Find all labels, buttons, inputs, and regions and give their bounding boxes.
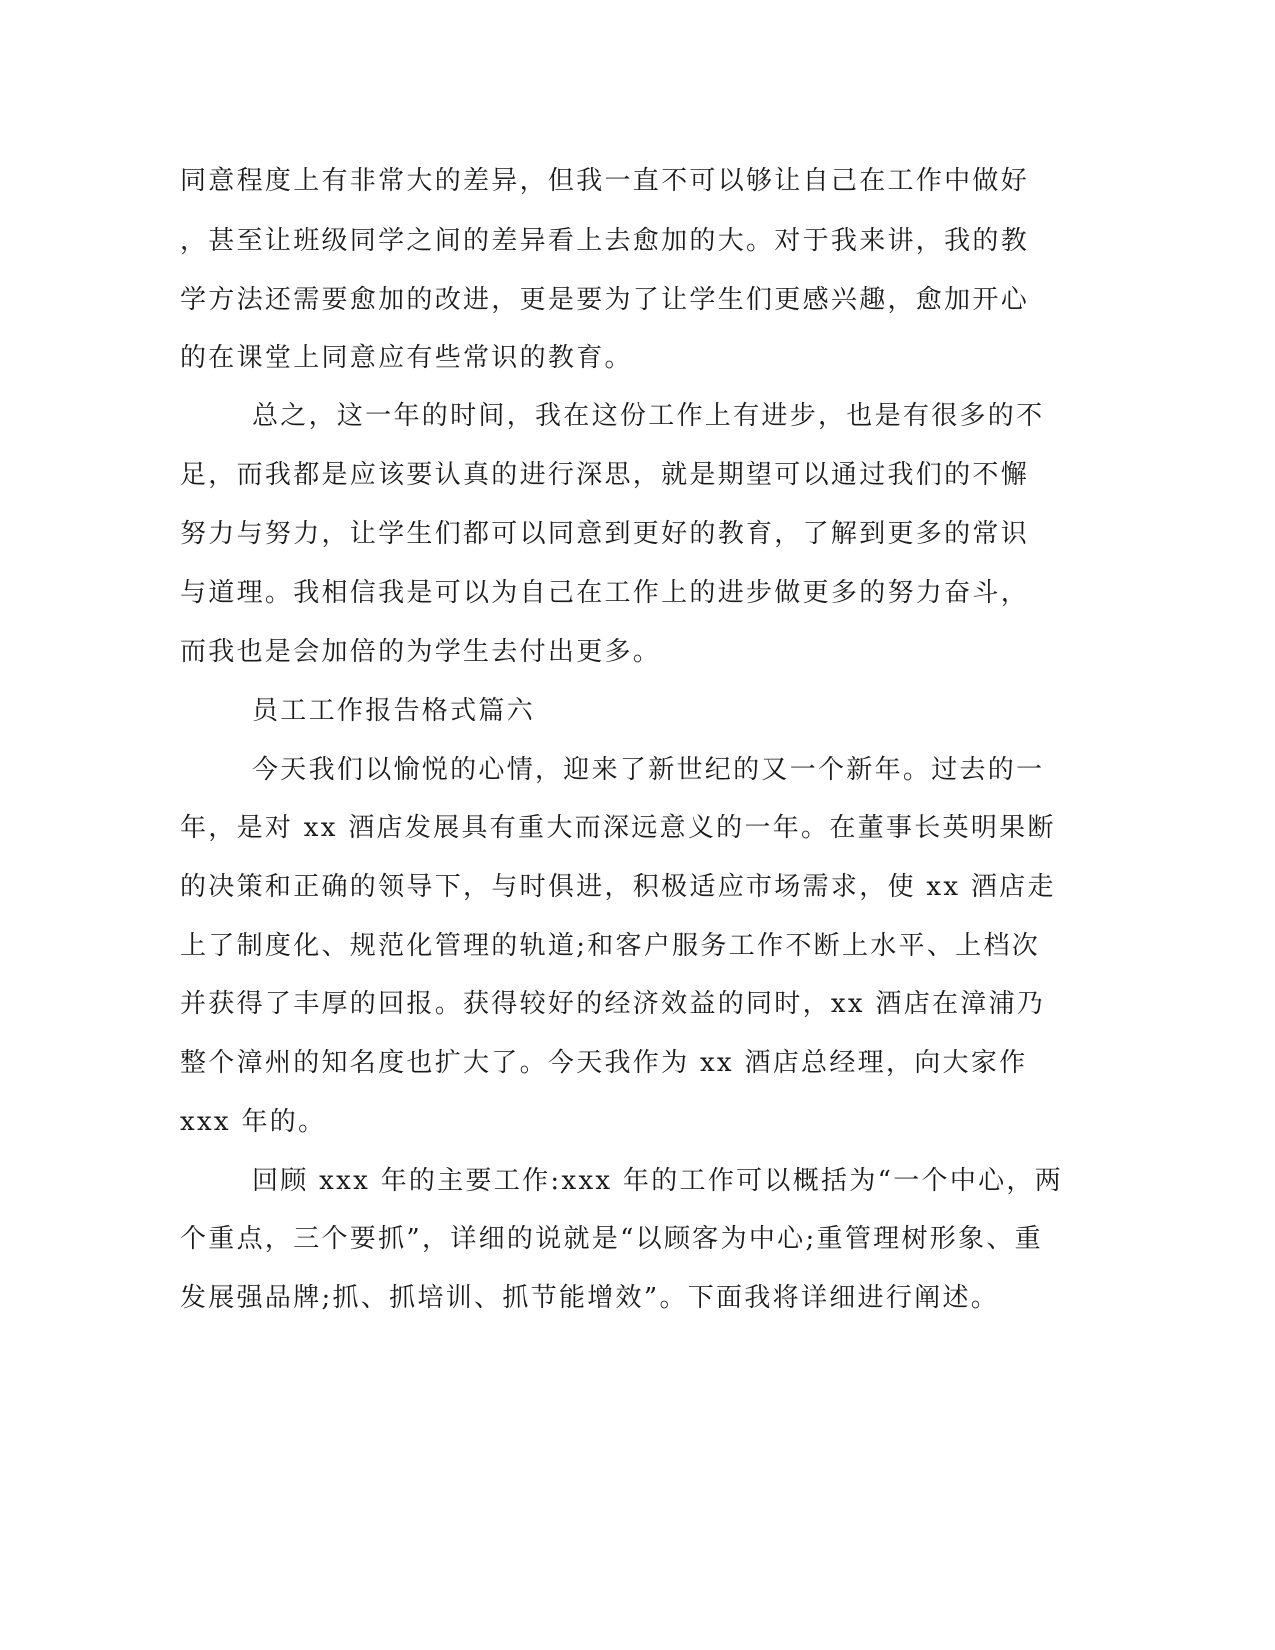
text-line: 的在课堂上同意应有些常识的教育。 bbox=[180, 343, 633, 373]
text-line: 同意程度上有非常大的差异，但我一直不可以够让自己在工作中做好 bbox=[180, 166, 1030, 196]
text-line: ，甚至让班级同学之间的差异看上去愈加的大。对于我来讲，我的教 bbox=[180, 226, 1030, 256]
text-line: 学方法还需要愈加的改进，更是要为了让学生们更感兴趣，愈加开心 bbox=[180, 285, 1030, 315]
text-line: 年，是对 xx 酒店发展具有重大而深远意义的一年。在董事长英明果断 bbox=[180, 813, 1056, 843]
text-line: 整个漳州的知名度也扩大了。今天我作为 xx 酒店总经理，向大家作 bbox=[180, 1048, 1028, 1078]
text-line: 上了制度化、规范化管理的轨道;和客户服务工作不断上水平、上档次 bbox=[180, 931, 1041, 961]
section-heading: 员工工作报告格式篇六 bbox=[252, 696, 536, 726]
text-line: xxx 年的。 bbox=[180, 1107, 327, 1137]
paragraph-first-line: 今天我们以愉悦的心情，迎来了新世纪的又一个新年。过去的一 bbox=[252, 755, 1045, 785]
text-line: 努力与努力，让学生们都可以同意到更好的教育，了解到更多的常识 bbox=[180, 519, 1030, 549]
paragraph-first-line: 总之，这一年的时间，我在这份工作上有进步，也是有很多的不 bbox=[252, 401, 1045, 431]
text-line: 的决策和正确的领导下，与时俱进，积极适应市场需求，使 xx 酒店走 bbox=[180, 872, 1056, 902]
text-line: 发展强品牌;抓、抓培训、抓节能增效”。下面我将详细进行阐述。 bbox=[180, 1283, 1000, 1313]
text-line: 并获得了丰厚的回报。获得较好的经济效益的同时，xx 酒店在漳浦乃 bbox=[180, 989, 1046, 1019]
text-line: 个重点，三个要抓”，详细的说就是“以顾客为中心;重管理树形象、重 bbox=[180, 1224, 1043, 1254]
text-line: 足，而我都是应该要认真的进行深思，就是期望可以通过我们的不懈 bbox=[180, 460, 1030, 490]
text-line: 与道理。我相信我是可以为自己在工作上的进步做更多的努力奋斗， bbox=[180, 578, 1030, 608]
paragraph-first-line: 回顾 xxx 年的主要工作:xxx 年的工作可以概括为“一个中心，两 bbox=[252, 1166, 1064, 1196]
text-line: 而我也是会加倍的为学生去付出更多。 bbox=[180, 637, 662, 667]
